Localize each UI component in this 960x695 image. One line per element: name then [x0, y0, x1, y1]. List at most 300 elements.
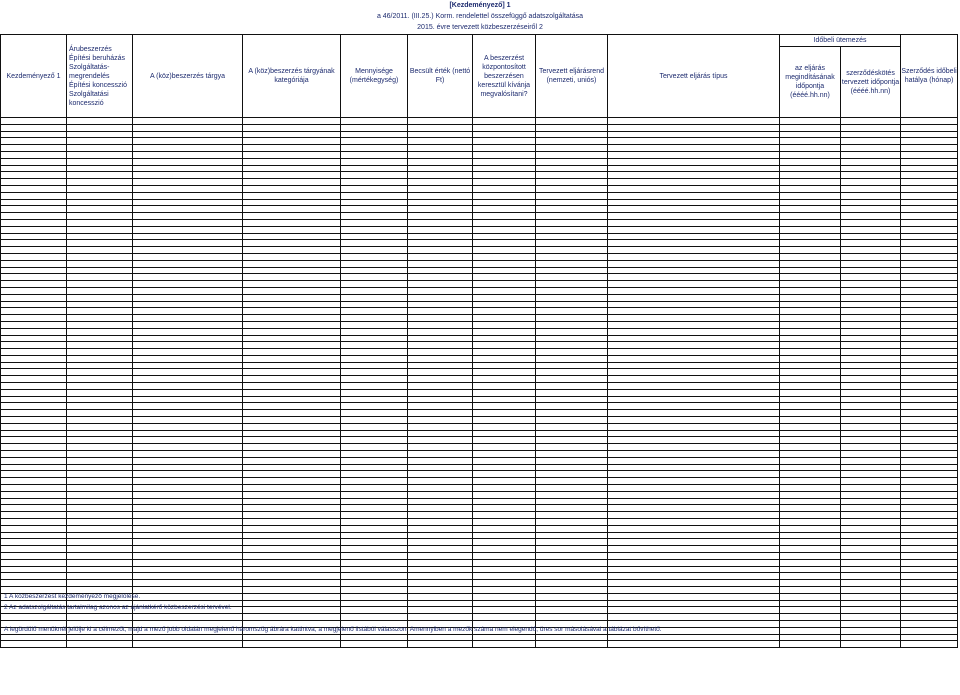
table-cell[interactable] [243, 240, 341, 247]
table-cell[interactable] [608, 566, 780, 573]
table-cell[interactable] [901, 417, 958, 424]
table-cell[interactable] [133, 315, 243, 322]
table-cell[interactable] [901, 355, 958, 362]
table-cell[interactable] [67, 342, 133, 349]
table-cell[interactable] [133, 362, 243, 369]
table-cell[interactable] [341, 457, 408, 464]
table-cell[interactable] [780, 410, 841, 417]
table-cell[interactable] [473, 634, 536, 641]
table-cell[interactable] [473, 158, 536, 165]
table-cell[interactable] [780, 396, 841, 403]
table-cell[interactable] [901, 464, 958, 471]
table-cell[interactable] [133, 233, 243, 240]
table-cell[interactable] [473, 444, 536, 451]
table-cell[interactable] [133, 566, 243, 573]
table-cell[interactable] [408, 423, 473, 430]
table-cell[interactable] [841, 308, 901, 315]
table-cell[interactable] [1, 614, 67, 621]
table-cell[interactable] [608, 185, 780, 192]
table-cell[interactable] [473, 464, 536, 471]
table-cell[interactable] [608, 240, 780, 247]
table-cell[interactable] [608, 519, 780, 526]
table-cell[interactable] [1, 410, 67, 417]
table-cell[interactable] [341, 471, 408, 478]
table-cell[interactable] [67, 226, 133, 233]
table-cell[interactable] [67, 451, 133, 458]
table-cell[interactable] [243, 457, 341, 464]
table-cell[interactable] [608, 158, 780, 165]
table-cell[interactable] [408, 294, 473, 301]
table-cell[interactable] [408, 498, 473, 505]
table-cell[interactable] [841, 457, 901, 464]
table-cell[interactable] [608, 369, 780, 376]
table-cell[interactable] [608, 172, 780, 179]
table-cell[interactable] [608, 498, 780, 505]
table-cell[interactable] [473, 478, 536, 485]
table-cell[interactable] [536, 301, 608, 308]
table-cell[interactable] [841, 179, 901, 186]
table-cell[interactable] [780, 573, 841, 580]
table-cell[interactable] [133, 267, 243, 274]
table-cell[interactable] [133, 192, 243, 199]
table-cell[interactable] [608, 614, 780, 621]
table-cell[interactable] [608, 131, 780, 138]
table-cell[interactable] [408, 226, 473, 233]
table-cell[interactable] [1, 145, 67, 152]
table-cell[interactable] [1, 151, 67, 158]
table-cell[interactable] [841, 274, 901, 281]
table-cell[interactable] [536, 328, 608, 335]
table-cell[interactable] [408, 158, 473, 165]
table-cell[interactable] [243, 464, 341, 471]
table-cell[interactable] [133, 437, 243, 444]
table-cell[interactable] [243, 179, 341, 186]
table-cell[interactable] [780, 240, 841, 247]
table-cell[interactable] [780, 138, 841, 145]
table-cell[interactable] [536, 206, 608, 213]
table-cell[interactable] [608, 267, 780, 274]
table-cell[interactable] [901, 403, 958, 410]
table-cell[interactable] [133, 206, 243, 213]
table-cell[interactable] [1, 546, 67, 553]
table-cell[interactable] [1, 287, 67, 294]
table-cell[interactable] [408, 274, 473, 281]
table-cell[interactable] [473, 410, 536, 417]
table-cell[interactable] [1, 553, 67, 560]
table-cell[interactable] [67, 519, 133, 526]
table-cell[interactable] [408, 362, 473, 369]
table-cell[interactable] [780, 451, 841, 458]
table-cell[interactable] [473, 274, 536, 281]
table-cell[interactable] [841, 376, 901, 383]
table-cell[interactable] [780, 172, 841, 179]
table-cell[interactable] [1, 131, 67, 138]
table-cell[interactable] [841, 281, 901, 288]
table-cell[interactable] [1, 213, 67, 220]
table-cell[interactable] [67, 192, 133, 199]
table-cell[interactable] [1, 512, 67, 519]
table-cell[interactable] [341, 580, 408, 587]
table-cell[interactable] [341, 349, 408, 356]
table-cell[interactable] [473, 437, 536, 444]
table-cell[interactable] [243, 328, 341, 335]
table-cell[interactable] [473, 525, 536, 532]
table-cell[interactable] [536, 546, 608, 553]
table-cell[interactable] [408, 376, 473, 383]
table-cell[interactable] [780, 287, 841, 294]
table-cell[interactable] [608, 573, 780, 580]
table-cell[interactable] [841, 410, 901, 417]
table-cell[interactable] [901, 151, 958, 158]
table-cell[interactable] [473, 485, 536, 492]
table-cell[interactable] [341, 199, 408, 206]
table-cell[interactable] [133, 335, 243, 342]
table-cell[interactable] [473, 185, 536, 192]
table-cell[interactable] [1, 158, 67, 165]
table-cell[interactable] [608, 321, 780, 328]
table-cell[interactable] [408, 553, 473, 560]
table-cell[interactable] [473, 124, 536, 131]
table-cell[interactable] [243, 403, 341, 410]
table-cell[interactable] [243, 247, 341, 254]
table-cell[interactable] [473, 233, 536, 240]
table-cell[interactable] [133, 444, 243, 451]
table-cell[interactable] [67, 118, 133, 125]
table-cell[interactable] [473, 355, 536, 362]
table-cell[interactable] [608, 532, 780, 539]
table-cell[interactable] [473, 532, 536, 539]
table-cell[interactable] [408, 437, 473, 444]
table-cell[interactable] [408, 491, 473, 498]
table-cell[interactable] [67, 179, 133, 186]
table-cell[interactable] [243, 423, 341, 430]
table-cell[interactable] [901, 247, 958, 254]
table-cell[interactable] [901, 233, 958, 240]
table-cell[interactable] [133, 124, 243, 131]
table-cell[interactable] [408, 464, 473, 471]
table-cell[interactable] [408, 457, 473, 464]
table-cell[interactable] [408, 253, 473, 260]
table-cell[interactable] [608, 396, 780, 403]
table-cell[interactable] [408, 566, 473, 573]
table-cell[interactable] [473, 451, 536, 458]
table-cell[interactable] [341, 281, 408, 288]
table-cell[interactable] [901, 158, 958, 165]
table-cell[interactable] [243, 383, 341, 390]
table-cell[interactable] [243, 342, 341, 349]
table-cell[interactable] [780, 131, 841, 138]
table-cell[interactable] [67, 403, 133, 410]
table-cell[interactable] [536, 512, 608, 519]
table-cell[interactable] [133, 172, 243, 179]
table-cell[interactable] [243, 301, 341, 308]
table-cell[interactable] [408, 151, 473, 158]
table-cell[interactable] [841, 240, 901, 247]
table-cell[interactable] [901, 437, 958, 444]
table-cell[interactable] [1, 383, 67, 390]
table-cell[interactable] [841, 559, 901, 566]
table-cell[interactable] [1, 437, 67, 444]
table-cell[interactable] [780, 444, 841, 451]
table-cell[interactable] [341, 294, 408, 301]
table-cell[interactable] [841, 396, 901, 403]
table-cell[interactable] [536, 118, 608, 125]
table-cell[interactable] [901, 512, 958, 519]
table-cell[interactable] [408, 485, 473, 492]
table-cell[interactable] [408, 206, 473, 213]
table-cell[interactable] [243, 226, 341, 233]
table-cell[interactable] [67, 287, 133, 294]
table-cell[interactable] [341, 553, 408, 560]
table-cell[interactable] [1, 260, 67, 267]
table-cell[interactable] [67, 335, 133, 342]
table-cell[interactable] [536, 185, 608, 192]
table-cell[interactable] [473, 308, 536, 315]
table-cell[interactable] [67, 294, 133, 301]
table-cell[interactable] [1, 566, 67, 573]
table-cell[interactable] [1, 634, 67, 641]
table-cell[interactable] [608, 124, 780, 131]
table-cell[interactable] [1, 396, 67, 403]
table-cell[interactable] [536, 437, 608, 444]
table-cell[interactable] [536, 498, 608, 505]
table-cell[interactable] [243, 199, 341, 206]
table-cell[interactable] [841, 423, 901, 430]
table-cell[interactable] [841, 151, 901, 158]
table-cell[interactable] [901, 335, 958, 342]
table-cell[interactable] [608, 355, 780, 362]
table-cell[interactable] [1, 328, 67, 335]
table-cell[interactable] [243, 566, 341, 573]
table-cell[interactable] [536, 172, 608, 179]
table-cell[interactable] [841, 145, 901, 152]
table-cell[interactable] [536, 308, 608, 315]
table-cell[interactable] [341, 328, 408, 335]
table-cell[interactable] [841, 580, 901, 587]
table-cell[interactable] [901, 172, 958, 179]
table-cell[interactable] [780, 553, 841, 560]
table-cell[interactable] [536, 240, 608, 247]
table-cell[interactable] [243, 417, 341, 424]
table-cell[interactable] [243, 485, 341, 492]
table-cell[interactable] [473, 226, 536, 233]
table-cell[interactable] [341, 573, 408, 580]
table-cell[interactable] [243, 308, 341, 315]
table-cell[interactable] [408, 539, 473, 546]
table-cell[interactable] [243, 287, 341, 294]
table-cell[interactable] [608, 233, 780, 240]
table-cell[interactable] [780, 532, 841, 539]
table-cell[interactable] [341, 138, 408, 145]
table-cell[interactable] [1, 403, 67, 410]
table-cell[interactable] [901, 478, 958, 485]
table-cell[interactable] [133, 396, 243, 403]
table-cell[interactable] [901, 491, 958, 498]
table-cell[interactable] [901, 131, 958, 138]
table-cell[interactable] [133, 199, 243, 206]
table-cell[interactable] [841, 131, 901, 138]
table-cell[interactable] [67, 172, 133, 179]
table-cell[interactable] [841, 219, 901, 226]
table-cell[interactable] [408, 124, 473, 131]
table-cell[interactable] [341, 519, 408, 526]
table-cell[interactable] [341, 410, 408, 417]
table-cell[interactable] [841, 294, 901, 301]
table-cell[interactable] [536, 376, 608, 383]
table-cell[interactable] [133, 559, 243, 566]
table-cell[interactable] [901, 287, 958, 294]
table-cell[interactable] [133, 512, 243, 519]
table-cell[interactable] [67, 213, 133, 220]
table-cell[interactable] [841, 464, 901, 471]
table-cell[interactable] [841, 417, 901, 424]
table-cell[interactable] [473, 362, 536, 369]
table-cell[interactable] [243, 158, 341, 165]
table-cell[interactable] [408, 233, 473, 240]
table-cell[interactable] [341, 491, 408, 498]
table-cell[interactable] [341, 505, 408, 512]
table-cell[interactable] [780, 485, 841, 492]
table-cell[interactable] [608, 274, 780, 281]
table-cell[interactable] [473, 573, 536, 580]
table-cell[interactable] [133, 281, 243, 288]
table-cell[interactable] [67, 165, 133, 172]
table-cell[interactable] [67, 437, 133, 444]
table-cell[interactable] [67, 566, 133, 573]
table-cell[interactable] [243, 281, 341, 288]
table-cell[interactable] [841, 247, 901, 254]
table-cell[interactable] [780, 219, 841, 226]
table-cell[interactable] [341, 383, 408, 390]
table-cell[interactable] [67, 573, 133, 580]
table-cell[interactable] [133, 165, 243, 172]
table-cell[interactable] [473, 192, 536, 199]
table-cell[interactable] [608, 179, 780, 186]
table-cell[interactable] [536, 335, 608, 342]
table-cell[interactable] [133, 614, 243, 621]
table-cell[interactable] [608, 559, 780, 566]
table-cell[interactable] [901, 253, 958, 260]
table-cell[interactable] [408, 267, 473, 274]
table-cell[interactable] [67, 253, 133, 260]
table-cell[interactable] [341, 485, 408, 492]
table-cell[interactable] [341, 498, 408, 505]
table-cell[interactable] [901, 430, 958, 437]
table-cell[interactable] [841, 226, 901, 233]
table-cell[interactable] [841, 349, 901, 356]
table-cell[interactable] [473, 471, 536, 478]
table-cell[interactable] [408, 219, 473, 226]
table-cell[interactable] [536, 233, 608, 240]
table-cell[interactable] [536, 260, 608, 267]
table-cell[interactable] [133, 253, 243, 260]
table-cell[interactable] [608, 389, 780, 396]
table-cell[interactable] [841, 444, 901, 451]
table-cell[interactable] [473, 321, 536, 328]
table-cell[interactable] [536, 349, 608, 356]
table-cell[interactable] [841, 403, 901, 410]
table-cell[interactable] [473, 457, 536, 464]
table-cell[interactable] [473, 131, 536, 138]
table-cell[interactable] [536, 451, 608, 458]
table-cell[interactable] [243, 213, 341, 220]
table-cell[interactable] [780, 478, 841, 485]
table-cell[interactable] [341, 131, 408, 138]
table-cell[interactable] [341, 179, 408, 186]
table-cell[interactable] [536, 505, 608, 512]
table-cell[interactable] [608, 417, 780, 424]
table-cell[interactable] [67, 321, 133, 328]
table-cell[interactable] [780, 301, 841, 308]
table-cell[interactable] [133, 355, 243, 362]
table-cell[interactable] [1, 389, 67, 396]
table-cell[interactable] [608, 464, 780, 471]
table-cell[interactable] [341, 437, 408, 444]
table-cell[interactable] [341, 369, 408, 376]
table-cell[interactable] [536, 580, 608, 587]
table-cell[interactable] [133, 349, 243, 356]
table-cell[interactable] [841, 287, 901, 294]
table-cell[interactable] [133, 131, 243, 138]
table-cell[interactable] [133, 247, 243, 254]
table-cell[interactable] [67, 355, 133, 362]
table-cell[interactable] [608, 328, 780, 335]
table-cell[interactable] [67, 274, 133, 281]
table-cell[interactable] [1, 464, 67, 471]
table-cell[interactable] [473, 138, 536, 145]
table-cell[interactable] [243, 573, 341, 580]
table-cell[interactable] [408, 505, 473, 512]
table-cell[interactable] [901, 281, 958, 288]
table-cell[interactable] [780, 267, 841, 274]
table-cell[interactable] [608, 423, 780, 430]
table-cell[interactable] [473, 328, 536, 335]
table-cell[interactable] [901, 199, 958, 206]
table-cell[interactable] [408, 430, 473, 437]
table-cell[interactable] [341, 532, 408, 539]
table-cell[interactable] [341, 301, 408, 308]
table-cell[interactable] [780, 505, 841, 512]
table-cell[interactable] [841, 192, 901, 199]
table-cell[interactable] [841, 614, 901, 621]
table-cell[interactable] [1, 172, 67, 179]
table-cell[interactable] [408, 383, 473, 390]
table-cell[interactable] [341, 634, 408, 641]
table-cell[interactable] [408, 315, 473, 322]
table-cell[interactable] [1, 498, 67, 505]
table-cell[interactable] [243, 553, 341, 560]
table-cell[interactable] [901, 328, 958, 335]
table-cell[interactable] [536, 614, 608, 621]
table-cell[interactable] [780, 634, 841, 641]
table-cell[interactable] [536, 294, 608, 301]
table-cell[interactable] [1, 335, 67, 342]
table-cell[interactable] [133, 525, 243, 532]
table-cell[interactable] [473, 641, 536, 648]
table-cell[interactable] [780, 383, 841, 390]
table-cell[interactable] [243, 580, 341, 587]
table-cell[interactable] [841, 260, 901, 267]
table-cell[interactable] [1, 485, 67, 492]
table-cell[interactable] [67, 349, 133, 356]
table-cell[interactable] [67, 308, 133, 315]
table-cell[interactable] [1, 417, 67, 424]
table-cell[interactable] [133, 485, 243, 492]
table-cell[interactable] [841, 566, 901, 573]
table-cell[interactable] [536, 471, 608, 478]
table-cell[interactable] [408, 580, 473, 587]
table-cell[interactable] [133, 417, 243, 424]
